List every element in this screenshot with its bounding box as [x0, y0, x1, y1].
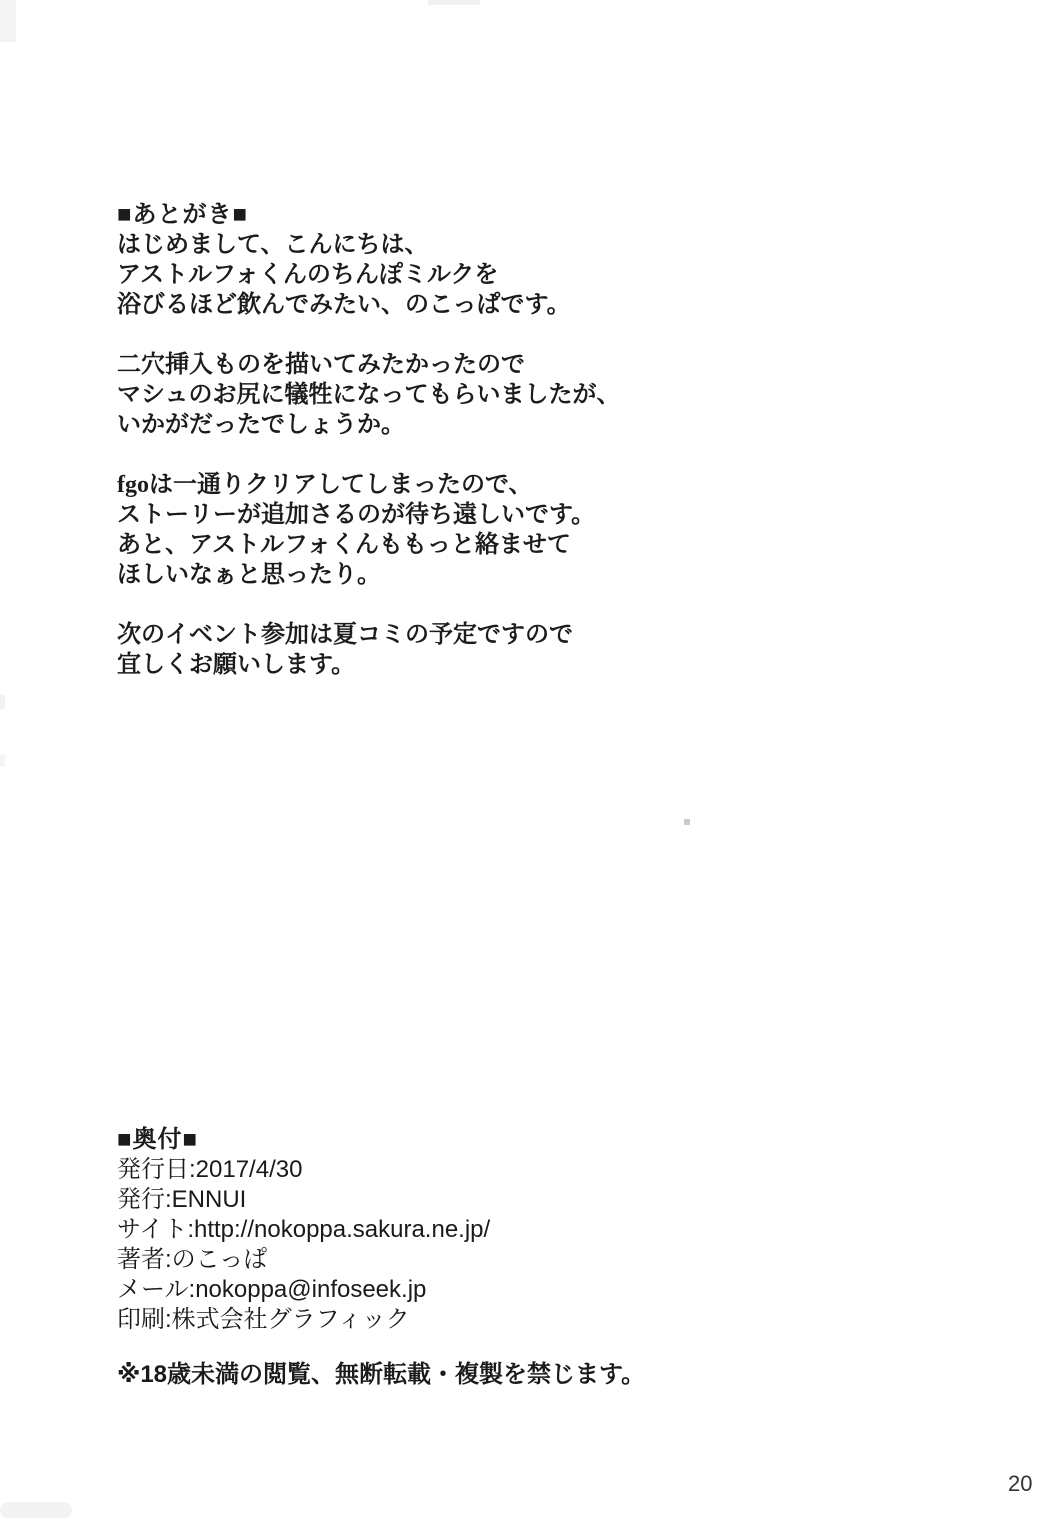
colophon-publisher: 発行:ENNUI — [117, 1186, 247, 1213]
afterword-heading: ■あとがき■ — [117, 202, 248, 228]
afterword-line: ストーリーが追加さるのが待ち遠しいです。 — [117, 502, 596, 528]
scan-artifact — [0, 755, 5, 767]
afterword-line: 二穴挿入ものを描いてみたかったので — [117, 352, 525, 378]
age-restriction-notice: ※18歳未満の閲覧、無断転載・複製を禁じます。 — [117, 1361, 646, 1388]
afterword-paragraph-1 — [117, 230, 621, 320]
scan-artifact — [684, 819, 690, 825]
afterword-line: fgoは一通りクリアしてしまったので、 — [117, 472, 533, 498]
scan-artifact — [0, 695, 5, 709]
afterword-section — [117, 200, 621, 680]
colophon-author: 著者:のこっぱ — [117, 1246, 268, 1273]
afterword-line: ほしいなぁと思ったり。 — [117, 562, 381, 588]
colophon-printer: 印刷:株式会社グラフィック — [117, 1306, 410, 1333]
page-number: 20 — [1008, 1471, 1033, 1496]
scan-artifact — [0, 1502, 72, 1518]
afterword-line: あと、アストルフォくんももっと絡ませて — [117, 532, 571, 558]
colophon-section — [117, 1125, 645, 1390]
afterword-line: はじめまして、こんにちは、 — [117, 232, 429, 258]
scan-artifact — [0, 0, 16, 42]
afterword-line: マシュのお尻に犠牲になってもらいましたが、 — [117, 382, 621, 408]
afterword-paragraph-4 — [117, 620, 621, 680]
colophon-heading: ■奥付■ — [117, 1126, 198, 1153]
afterword-line: アストルフォくんのちんぽミルクを — [117, 262, 499, 288]
colophon-email: メール:nokoppa@infoseek.jp — [117, 1276, 427, 1303]
afterword-line: 次のイベント参加は夏コミの予定ですので — [117, 622, 573, 648]
afterword-line: 宜しくお願いします。 — [117, 652, 356, 678]
scan-artifact — [428, 0, 480, 5]
afterword-paragraph-3 — [117, 470, 621, 590]
afterword-paragraph-2 — [117, 350, 621, 440]
afterword-line: いかがだったでしょうか。 — [117, 412, 405, 438]
colophon-publish-date: 発行日:2017/4/30 — [117, 1156, 303, 1183]
colophon-website: サイト:http://nokoppa.sakura.ne.jp/ — [117, 1216, 491, 1243]
afterword-line: 浴びるほど飲んでみたい、のこっぱです。 — [117, 292, 571, 318]
